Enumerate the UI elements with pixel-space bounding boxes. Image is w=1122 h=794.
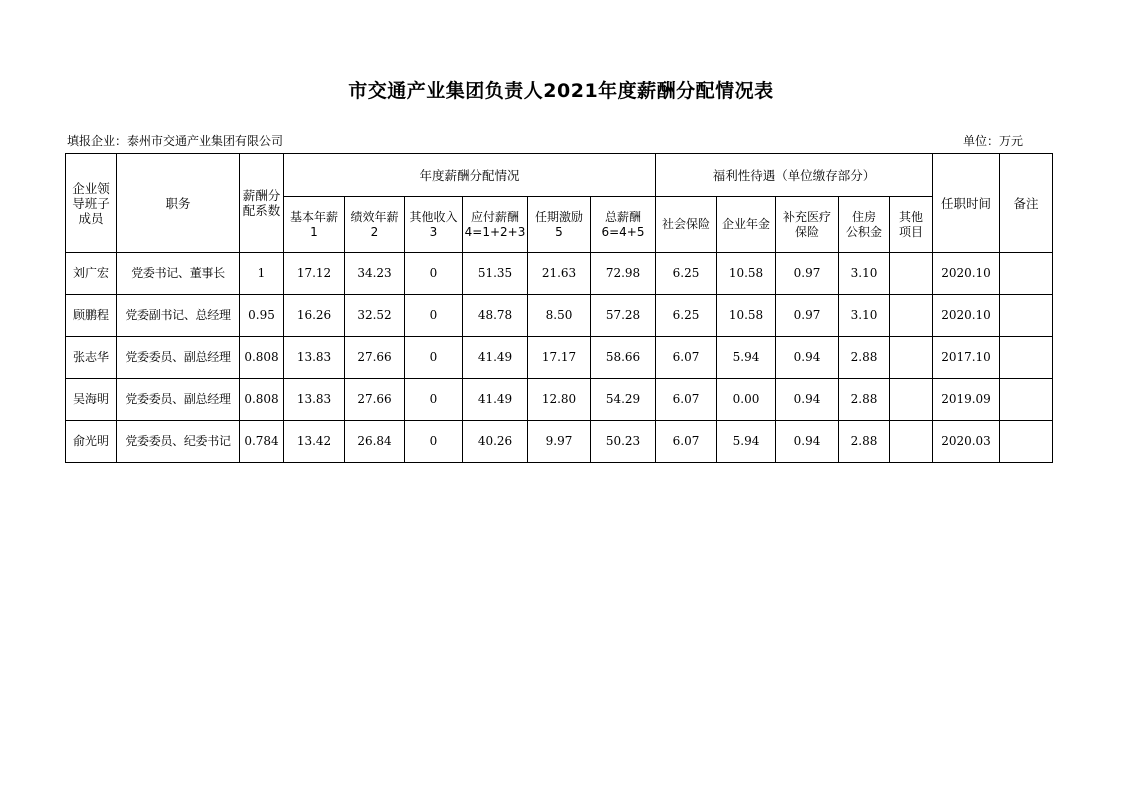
cell-annuity: 10.58 bbox=[717, 253, 776, 295]
salary-table bbox=[65, 153, 1053, 463]
table-row bbox=[66, 337, 1053, 379]
header-member: 企业领导班子成员 bbox=[66, 154, 117, 253]
cell-name: 张志华 bbox=[66, 337, 117, 379]
cell-position: 党委委员、副总经理 bbox=[117, 337, 240, 379]
cell-base: 13.42 bbox=[284, 421, 345, 463]
header-annuity: 企业年金 bbox=[717, 197, 776, 253]
header-housing: 住房 公积金 bbox=[839, 197, 890, 253]
header-other-items: 其他 项目 bbox=[890, 197, 933, 253]
header-total: 总薪酬 6=4+5 bbox=[591, 197, 656, 253]
cell-incentive: 12.80 bbox=[528, 379, 591, 421]
cell-remarks bbox=[1000, 421, 1053, 463]
cell-total: 54.29 bbox=[591, 379, 656, 421]
cell-total: 50.23 bbox=[591, 421, 656, 463]
cell-tenure: 2017.10 bbox=[933, 337, 1000, 379]
header-medical: 补充医疗 保险 bbox=[776, 197, 839, 253]
cell-position: 党委委员、纪委书记 bbox=[117, 421, 240, 463]
cell-base: 16.26 bbox=[284, 295, 345, 337]
header-remarks: 备注 bbox=[1000, 154, 1053, 253]
cell-base: 13.83 bbox=[284, 337, 345, 379]
table-row bbox=[66, 253, 1053, 295]
cell-payable: 40.26 bbox=[463, 421, 528, 463]
table-row bbox=[66, 295, 1053, 337]
cell-medical: 0.97 bbox=[776, 295, 839, 337]
cell-medical: 0.97 bbox=[776, 253, 839, 295]
header-perf: 绩效年薪 2 bbox=[345, 197, 405, 253]
page-title: 市交通产业集团负责人2021年度薪酬分配情况表 bbox=[348, 80, 774, 102]
cell-other-items bbox=[890, 379, 933, 421]
unit-line: 单位：万元 bbox=[963, 134, 1024, 148]
cell-other-income: 0 bbox=[405, 379, 463, 421]
header-position: 职务 bbox=[117, 154, 240, 253]
cell-annuity: 5.94 bbox=[717, 421, 776, 463]
cell-housing: 2.88 bbox=[839, 379, 890, 421]
cell-medical: 0.94 bbox=[776, 421, 839, 463]
cell-base: 17.12 bbox=[284, 253, 345, 295]
cell-perf: 26.84 bbox=[345, 421, 405, 463]
cell-other-items bbox=[890, 337, 933, 379]
cell-incentive: 8.50 bbox=[528, 295, 591, 337]
cell-base: 13.83 bbox=[284, 379, 345, 421]
cell-annuity: 5.94 bbox=[717, 337, 776, 379]
cell-tenure: 2020.10 bbox=[933, 253, 1000, 295]
cell-name: 俞光明 bbox=[66, 421, 117, 463]
cell-payable: 41.49 bbox=[463, 337, 528, 379]
cell-social: 6.07 bbox=[656, 379, 717, 421]
cell-payable: 41.49 bbox=[463, 379, 528, 421]
cell-position: 党委委员、副总经理 bbox=[117, 379, 240, 421]
cell-payable: 51.35 bbox=[463, 253, 528, 295]
header-social: 社会保险 bbox=[656, 197, 717, 253]
cell-housing: 2.88 bbox=[839, 421, 890, 463]
cell-position: 党委书记、董事长 bbox=[117, 253, 240, 295]
cell-position: 党委副书记、总经理 bbox=[117, 295, 240, 337]
cell-housing: 3.10 bbox=[839, 295, 890, 337]
cell-other-items bbox=[890, 253, 933, 295]
cell-remarks bbox=[1000, 379, 1053, 421]
table-row bbox=[66, 421, 1053, 463]
header-tenure: 任职时间 bbox=[933, 154, 1000, 253]
company-line: 填报企业：泰州市交通产业集团有限公司 bbox=[67, 134, 284, 148]
cell-name: 顾鹏程 bbox=[66, 295, 117, 337]
table-row bbox=[66, 379, 1053, 421]
cell-other-items bbox=[890, 295, 933, 337]
cell-other-items bbox=[890, 421, 933, 463]
cell-housing: 2.88 bbox=[839, 337, 890, 379]
cell-incentive: 9.97 bbox=[528, 421, 591, 463]
header-incentive: 任期激励 5 bbox=[528, 197, 591, 253]
cell-other-income: 0 bbox=[405, 421, 463, 463]
cell-annuity: 0.00 bbox=[717, 379, 776, 421]
cell-coef: 0.784 bbox=[240, 421, 284, 463]
cell-name: 吴海明 bbox=[66, 379, 117, 421]
cell-other-income: 0 bbox=[405, 295, 463, 337]
cell-social: 6.25 bbox=[656, 253, 717, 295]
cell-social: 6.25 bbox=[656, 295, 717, 337]
cell-social: 6.07 bbox=[656, 421, 717, 463]
cell-total: 58.66 bbox=[591, 337, 656, 379]
cell-name: 刘广宏 bbox=[66, 253, 117, 295]
cell-tenure: 2020.03 bbox=[933, 421, 1000, 463]
cell-perf: 27.66 bbox=[345, 379, 405, 421]
cell-incentive: 21.63 bbox=[528, 253, 591, 295]
header-base: 基本年薪 1 bbox=[284, 197, 345, 253]
header-other-income: 其他收入 3 bbox=[405, 197, 463, 253]
cell-total: 72.98 bbox=[591, 253, 656, 295]
table-body bbox=[66, 154, 1053, 463]
cell-medical: 0.94 bbox=[776, 337, 839, 379]
header-coef: 薪酬分配系数 bbox=[240, 154, 284, 253]
cell-tenure: 2020.10 bbox=[933, 295, 1000, 337]
cell-remarks bbox=[1000, 253, 1053, 295]
header-annual-group: 年度薪酬分配情况 bbox=[284, 154, 656, 197]
cell-perf: 34.23 bbox=[345, 253, 405, 295]
cell-social: 6.07 bbox=[656, 337, 717, 379]
cell-coef: 0.95 bbox=[240, 295, 284, 337]
header-payable: 应付薪酬 4=1+2+3 bbox=[463, 197, 528, 253]
cell-remarks bbox=[1000, 337, 1053, 379]
cell-remarks bbox=[1000, 295, 1053, 337]
cell-total: 57.28 bbox=[591, 295, 656, 337]
cell-medical: 0.94 bbox=[776, 379, 839, 421]
cell-other-income: 0 bbox=[405, 337, 463, 379]
cell-perf: 27.66 bbox=[345, 337, 405, 379]
cell-perf: 32.52 bbox=[345, 295, 405, 337]
header-welfare-group: 福利性待遇（单位缴存部分） bbox=[656, 154, 933, 197]
cell-coef: 0.808 bbox=[240, 379, 284, 421]
cell-other-income: 0 bbox=[405, 253, 463, 295]
cell-coef: 0.808 bbox=[240, 337, 284, 379]
cell-housing: 3.10 bbox=[839, 253, 890, 295]
cell-coef: 1 bbox=[240, 253, 284, 295]
cell-annuity: 10.58 bbox=[717, 295, 776, 337]
cell-payable: 48.78 bbox=[463, 295, 528, 337]
cell-tenure: 2019.09 bbox=[933, 379, 1000, 421]
cell-incentive: 17.17 bbox=[528, 337, 591, 379]
